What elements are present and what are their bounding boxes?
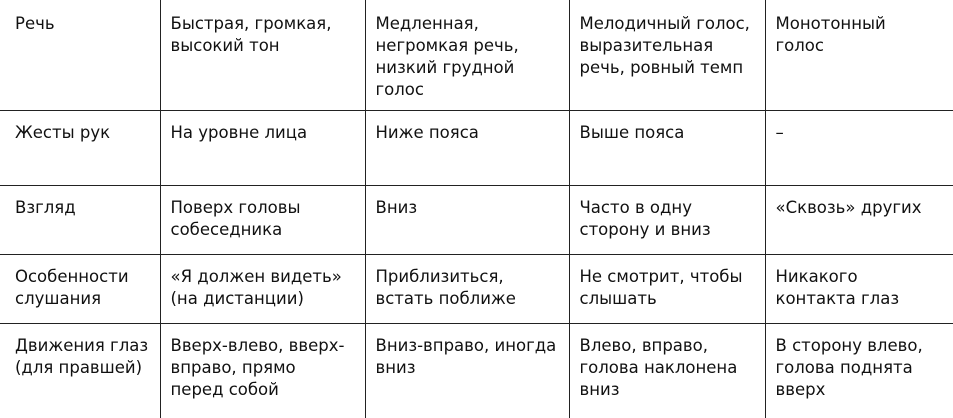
cell-text: Вверх-влево, вверх- вправо, прямо перед собой [170,335,345,399]
cell-text: Приблизиться, встать поближе [375,266,516,308]
table-cell [160,323,365,418]
table-cell [160,0,365,110]
cell-text: Выше пояса [579,122,685,142]
table-cell [569,323,765,418]
row-label: Речь [15,14,55,33]
row-label-cell [0,323,160,418]
row-label-cell [0,185,160,254]
cell-text: Ниже пояса [375,122,479,142]
cell-text: Монотонный голос [775,14,886,55]
cell-text: Поверх головы собеседника [170,197,301,239]
cell-text: Мелодичный голос, выразительная речь, ровный темп [579,14,750,77]
table-row-gestures [0,110,953,185]
table-cell [765,0,953,110]
cell-text: Вниз-вправо, иногда вниз [375,335,557,377]
table-cell [160,254,365,323]
cell-text: Медленная, негромкая речь, низкий грудной голос [375,14,519,99]
table-cell [365,110,569,185]
table-cell [569,185,765,254]
row-label-cell [0,110,160,185]
table-row-speech [0,0,953,110]
cell-text: Вниз [375,197,418,217]
row-label: Особенности слушания [15,266,129,308]
table-cell [160,110,365,185]
table-cell [765,323,953,418]
cell-text: Никакого контакта глаз [775,266,900,308]
table-cell [569,254,765,323]
cell-text: Быстрая, громкая, высокий тон [170,14,332,55]
table-cell [765,254,953,323]
table-cell [365,185,569,254]
cell-text: Не смотрит, чтобы слышать [579,266,743,308]
table-cell [365,254,569,323]
table-row-gaze [0,185,953,254]
row-label: Движения глаз (для правшей) [15,335,149,377]
cell-text: Часто в одну сторону и вниз [579,197,711,239]
cell-text: На уровне лица [170,122,308,142]
table-cell [765,110,953,185]
table-cell [569,0,765,110]
table-cell [569,110,765,185]
table-row-eye-movements [0,323,953,418]
cell-text: – [775,122,784,142]
cell-text: «Сквозь» других [775,197,922,217]
table-row-listening [0,254,953,323]
cell-text: В сторону влево, голова поднята вверх [775,335,923,399]
row-label-cell [0,0,160,110]
table-cell [365,323,569,418]
cell-text: «Я должен видеть» (на дистанции) [170,266,342,308]
row-label: Жесты рук [15,122,111,142]
table-cell [365,0,569,110]
row-label-cell [0,254,160,323]
cell-text: Влево, вправо, голова наклонена вниз [579,335,738,399]
table-cell [765,185,953,254]
row-label: Взгляд [15,197,76,217]
table-cell [160,185,365,254]
